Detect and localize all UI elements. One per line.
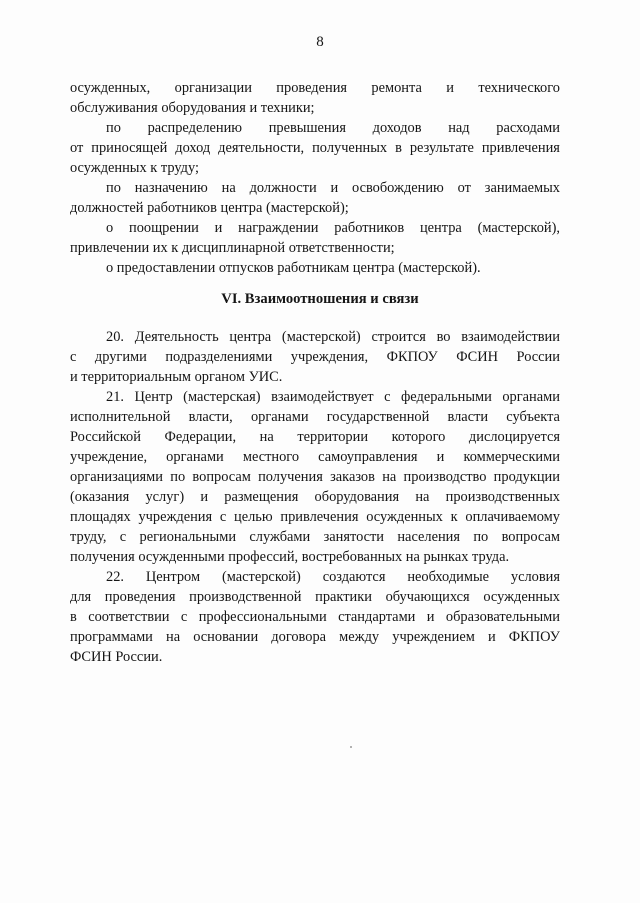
word: обучающихся xyxy=(385,589,470,605)
word: ФКПОУ xyxy=(386,349,438,365)
text-line: должностей работников центра (мастерской); xyxy=(70,200,349,216)
word: по xyxy=(106,120,121,136)
word: основании xyxy=(193,629,259,645)
text-line xyxy=(70,467,560,487)
word: населения xyxy=(397,529,460,545)
text-line xyxy=(70,387,560,407)
word: учреждение, xyxy=(70,449,148,465)
section-body-text-block xyxy=(70,327,560,667)
text-line xyxy=(70,118,560,138)
word: награждении xyxy=(238,220,319,236)
word: занятости xyxy=(323,529,385,545)
word: и xyxy=(446,80,454,96)
word: на xyxy=(221,180,236,196)
word: Центр xyxy=(134,389,173,405)
word: подразделениями xyxy=(165,349,273,365)
continuation-text-block xyxy=(70,78,560,278)
word: органами xyxy=(502,389,560,405)
word: власти, xyxy=(188,409,233,425)
section-heading: VI. Взаимоотношения и связи xyxy=(221,291,419,307)
word: и xyxy=(214,220,223,236)
word: труду, xyxy=(70,529,107,545)
word: организациями xyxy=(70,469,163,485)
word: и xyxy=(487,629,496,645)
word: на xyxy=(382,469,397,485)
text-line: ФСИН России. xyxy=(70,649,163,665)
word: распределению xyxy=(147,120,243,136)
word: в xyxy=(70,609,77,625)
word: производственных xyxy=(445,489,560,505)
word: организации xyxy=(174,80,252,96)
word: производство xyxy=(403,469,487,485)
word: Деятельность xyxy=(134,329,219,345)
text-line xyxy=(70,347,560,367)
word: деятельности, xyxy=(218,140,305,156)
word: от xyxy=(70,140,84,156)
word: ремонта xyxy=(371,80,422,96)
word: работников xyxy=(334,220,405,236)
word: учреждения xyxy=(138,509,213,525)
word: региональными xyxy=(139,529,237,545)
word: центра xyxy=(419,220,462,236)
word: освобождению xyxy=(352,180,444,196)
word: назначению xyxy=(134,180,208,196)
word: самоуправления xyxy=(318,449,418,465)
text-line xyxy=(70,607,560,627)
word: стандартами xyxy=(338,609,416,625)
word: привлечения xyxy=(280,509,359,525)
word: площадях xyxy=(70,509,131,525)
text-line xyxy=(70,587,560,607)
word: занимаемых xyxy=(484,180,560,196)
word: с xyxy=(70,349,77,365)
word: учреждением xyxy=(392,629,475,645)
word: соответствии xyxy=(88,609,170,625)
word: на xyxy=(166,629,181,645)
word: получения xyxy=(258,469,323,485)
word: власти xyxy=(447,409,489,425)
text-line: и территориальным органом УИС. xyxy=(70,369,283,385)
word: оборудования xyxy=(314,489,400,505)
word: доходов xyxy=(372,120,422,136)
word: технического xyxy=(478,80,560,96)
word: должности xyxy=(249,180,317,196)
word: и xyxy=(200,489,209,505)
text-line xyxy=(70,407,560,427)
word: поощрении xyxy=(129,220,199,236)
word: договора xyxy=(271,629,327,645)
page-number: 8 xyxy=(316,34,324,50)
word: условия xyxy=(510,569,560,585)
word: государственной xyxy=(326,409,430,425)
word: необходимые xyxy=(407,569,490,585)
word: субъекта xyxy=(506,409,560,425)
word: осужденных xyxy=(366,509,443,525)
word: органами xyxy=(250,409,309,425)
word: органами xyxy=(166,449,224,465)
word: Федерации, xyxy=(164,429,237,445)
word: и xyxy=(436,449,445,465)
word: (мастерской) xyxy=(281,329,361,345)
word: между xyxy=(339,629,380,645)
word: вопросам xyxy=(501,529,560,545)
word: 22. xyxy=(106,569,124,585)
word: на xyxy=(415,489,430,505)
word: от xyxy=(457,180,471,196)
word: приносящей xyxy=(91,140,168,156)
word: вопросам xyxy=(192,469,251,485)
word: службами xyxy=(249,529,311,545)
text-line: о предоставлении отпусков работникам центра (мастерской). xyxy=(106,260,481,276)
text-line: получения осужденными профессий, востребованных на рынках труда. xyxy=(70,549,510,565)
word: дислоцируется xyxy=(468,429,560,445)
word: по xyxy=(170,469,186,485)
word: учреждения, xyxy=(290,349,369,365)
word: результате xyxy=(409,140,474,156)
word: и xyxy=(426,609,435,625)
word: федеральными xyxy=(400,389,492,405)
word: коммерческими xyxy=(463,449,560,465)
word: с xyxy=(219,509,227,525)
text-line xyxy=(70,627,560,647)
word: над xyxy=(448,120,470,136)
word: программами xyxy=(70,629,153,645)
word: взаимодействии xyxy=(461,329,560,345)
word: осужденных xyxy=(483,589,560,605)
word: превышения xyxy=(268,120,346,136)
word: для xyxy=(70,589,92,605)
word: с xyxy=(384,389,391,405)
word: в xyxy=(395,140,402,156)
word: взаимодействует xyxy=(271,389,374,405)
word: местного xyxy=(242,449,300,465)
word: (мастерской) xyxy=(221,569,301,585)
word: практики xyxy=(315,589,372,605)
word: профессиональными xyxy=(198,609,327,625)
word: оплачиваемому xyxy=(465,509,560,525)
word: (мастерской), xyxy=(477,220,560,236)
word: (оказания xyxy=(70,489,130,505)
word: 20. xyxy=(106,329,124,345)
word: осужденных, xyxy=(70,80,151,96)
word: размещения xyxy=(224,489,299,505)
word: строится xyxy=(371,329,426,345)
word: к xyxy=(450,509,458,525)
text-line xyxy=(70,138,560,158)
word: заказов xyxy=(330,469,375,485)
word: ФСИН xyxy=(456,349,499,365)
text-line xyxy=(70,447,560,467)
word: целью xyxy=(234,509,273,525)
text-line xyxy=(70,327,560,347)
word: расходами xyxy=(496,120,560,136)
text-line: осужденных к труду; xyxy=(70,160,199,176)
text-line xyxy=(70,78,560,98)
word: с xyxy=(119,529,127,545)
word: Центром xyxy=(145,569,201,585)
text-line xyxy=(70,567,560,587)
scan-speck xyxy=(350,746,352,748)
text-line xyxy=(70,218,560,238)
text-line: обслуживания оборудования и техники; xyxy=(70,100,315,116)
word: ФКПОУ xyxy=(508,629,560,645)
text-line xyxy=(70,427,560,447)
text-line xyxy=(70,507,560,527)
word: и xyxy=(330,180,339,196)
word: территории xyxy=(297,429,369,445)
word: другими xyxy=(94,349,147,365)
word: Российской xyxy=(70,429,141,445)
word: исполнительной xyxy=(70,409,171,425)
word: на xyxy=(259,429,274,445)
word: производственной xyxy=(189,589,302,605)
word: центра xyxy=(229,329,272,345)
word: доход xyxy=(175,140,211,156)
word: которого xyxy=(391,429,446,445)
word: (мастерская) xyxy=(183,389,261,405)
word: по xyxy=(473,529,489,545)
word: проведения xyxy=(276,80,348,96)
word: о xyxy=(106,220,114,236)
word: с xyxy=(180,609,188,625)
word: создаются xyxy=(322,569,386,585)
text-line xyxy=(70,178,560,198)
text-line xyxy=(70,487,560,507)
word: образовательными xyxy=(445,609,560,625)
word: во xyxy=(436,329,451,345)
word: проведения xyxy=(104,589,176,605)
word: привлечения xyxy=(481,140,560,156)
word: полученных xyxy=(312,140,388,156)
word: услуг) xyxy=(145,489,185,505)
text-line: привлечении их к дисциплинарной ответственности; xyxy=(70,240,395,256)
word: по xyxy=(106,180,121,196)
word: продукции xyxy=(493,469,560,485)
text-line xyxy=(70,527,560,547)
word: России xyxy=(516,349,560,365)
word: 21. xyxy=(106,389,124,405)
